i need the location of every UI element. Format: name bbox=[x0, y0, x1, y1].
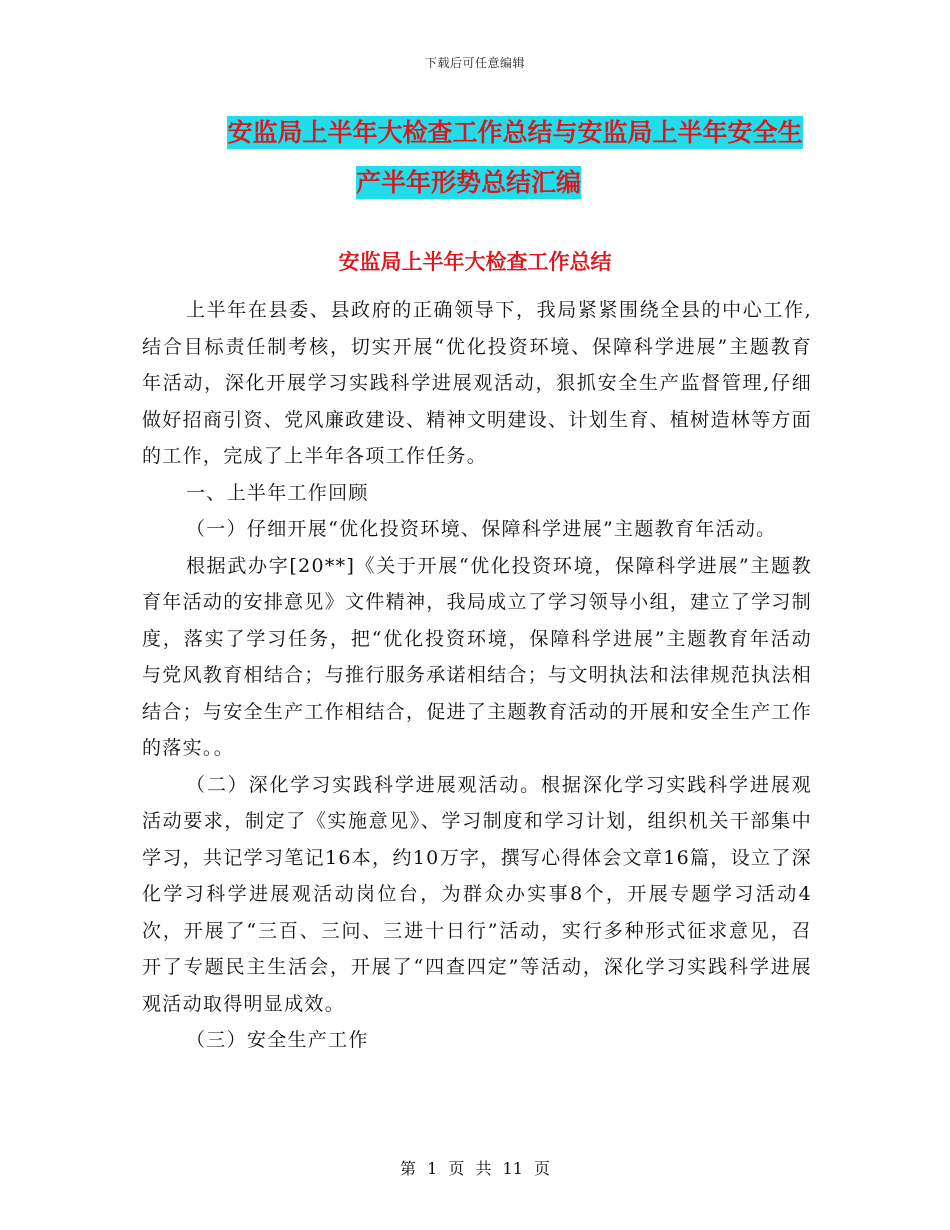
paragraph-subheading-1: （一）仔细开展“优化投资环境、保障科学进展”主题教育年活动。 bbox=[186, 518, 777, 540]
body-text bbox=[142, 292, 812, 1059]
document-title bbox=[140, 108, 840, 208]
document-title-line-1 bbox=[140, 108, 840, 158]
title-highlight-2: 产半年形势总结汇编 bbox=[356, 168, 582, 197]
document-title-line-2 bbox=[140, 158, 840, 208]
page-number-footer: 第 1 页 共 11 页 bbox=[400, 1159, 550, 1178]
paragraph-subheading-2: （二）深化学习实践科学进展观活动。根据深化学习实践科学进展观活动要求，制定了《实施意见》、学习制度和学习计划，组织机关干部集中学习，共记学习笔记16本，约10万字，撰写心得体会文章16篇，设立了深化学习科学进展观活动岗位台，为群众办实事8个，开展专题学习活动4次，开展了“三百、三问、三进十日行”活动，实行多种形式征求意见，召开了专题民主生活会，开展了“四查四定”等活动，深化学习实践科学进展观活动取得明显成效。 bbox=[142, 773, 812, 1015]
page-header-note: 下载后可任意编辑 bbox=[424, 56, 525, 70]
title-highlight-1: 安监局上半年大检查工作总结与安监局上半年安全生 bbox=[227, 118, 803, 147]
paragraph-intro: 上半年在县委、县政府的正确领导下，我局紧紧围绕全县的中心工作,结合目标责任制考核，切实开展“优化投资环境、保障科学进展”主题教育年活动，深化开展学习实践科学进展观活动，狠抓安全生产监督管理,仔细做好招商引资、党风廉政建设、精神文明建设、计划生育、植树造林等方面的工作，完成了上半年各项工作任务。 bbox=[142, 299, 812, 467]
paragraph-education-year: 根据武办字[20**]《关于开展“优化投资环境，保障科学进展”主题教育年活动的安排意见》文件精神，我局成立了学习领导小组，建立了学习制度，落实了学习任务，把“优化投资环境，保障科学进展”主题教育年活动与党风教育相结合；与推行服务承诺相结合；与文明执法和法律规范执法相结合；与安全生产工作相结合，促进了主题教育活动的开展和安全生产工作的落实。。 bbox=[142, 554, 812, 759]
paragraph-subheading-3: （三）安全生产工作 bbox=[186, 1029, 369, 1051]
paragraph-heading-review: 一、上半年工作回顾 bbox=[186, 481, 369, 504]
section-title: 安监局上半年大检查工作总结 bbox=[338, 250, 612, 274]
